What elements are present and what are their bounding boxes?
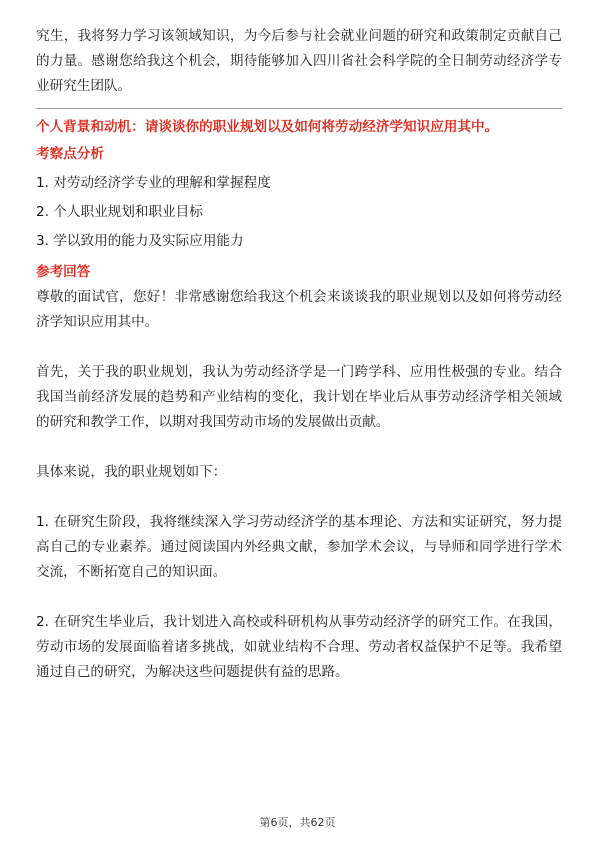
section-divider: [36, 108, 562, 109]
answer-paragraph: 尊敬的面试官，您好！非常感谢您给我这个机会来谈谈我的职业规划以及如何将劳动经济学知识应用其中。: [36, 289, 562, 330]
question-title: 个人背景和动机：请谈谈你的职业规划以及如何将劳动经济学知识应用其中。: [36, 119, 499, 135]
answer-paragraph: 首先，关于我的职业规划，我认为劳动经济学是一门跨学科、应用性极强的专业。结合我国当前经济发展的趋势和产业结构的变化，我计划在毕业后从事劳动经济学相关领域的研究和教学工作，以期对我国劳动市场的发展做出贡献。: [36, 364, 562, 430]
answer-paragraph: 具体来说，我的职业规划如下：: [36, 464, 227, 480]
page-number-footer: 第6页，共62页: [259, 816, 336, 829]
answer-paragraph: 2. 在研究生毕业后，我计划进入高校或科研机构从事劳动经济学的研究工作。在我国，劳动市场的发展面临着诸多挑战，如就业结构不合理、劳动者权益保护不足等。我希望通过自己的研究，为解决这些问题提供有益的思路。: [36, 614, 562, 680]
analysis-point: 1. 对劳动经济学专业的理解和掌握程度: [36, 175, 271, 191]
page-content: [36, 24, 562, 710]
analysis-heading: 考察点分析: [36, 146, 104, 162]
answer-heading: 参考回答: [36, 264, 91, 280]
intro-paragraph: 究生，我将努力学习该领域知识，为今后参与社会就业问题的研究和政策制定贡献自己的力量。感谢您给我这个机会，期待能够加入四川省社会科学院的全日制劳动经济学专业研究生团队。: [36, 28, 562, 94]
analysis-point: 2. 个人职业规划和职业目标: [36, 204, 203, 220]
analysis-point: 3. 学以致用的能力及实际应用能力: [36, 233, 244, 249]
answer-paragraph: 1. 在研究生阶段，我将继续深入学习劳动经济学的基本理论、方法和实证研究，努力提高自己的专业素养。通过阅读国内外经典文献，参加学术会议，与导师和同学进行学术交流，不断拓宽自己的知识面。: [36, 514, 562, 580]
analysis-points-list: [36, 171, 562, 254]
